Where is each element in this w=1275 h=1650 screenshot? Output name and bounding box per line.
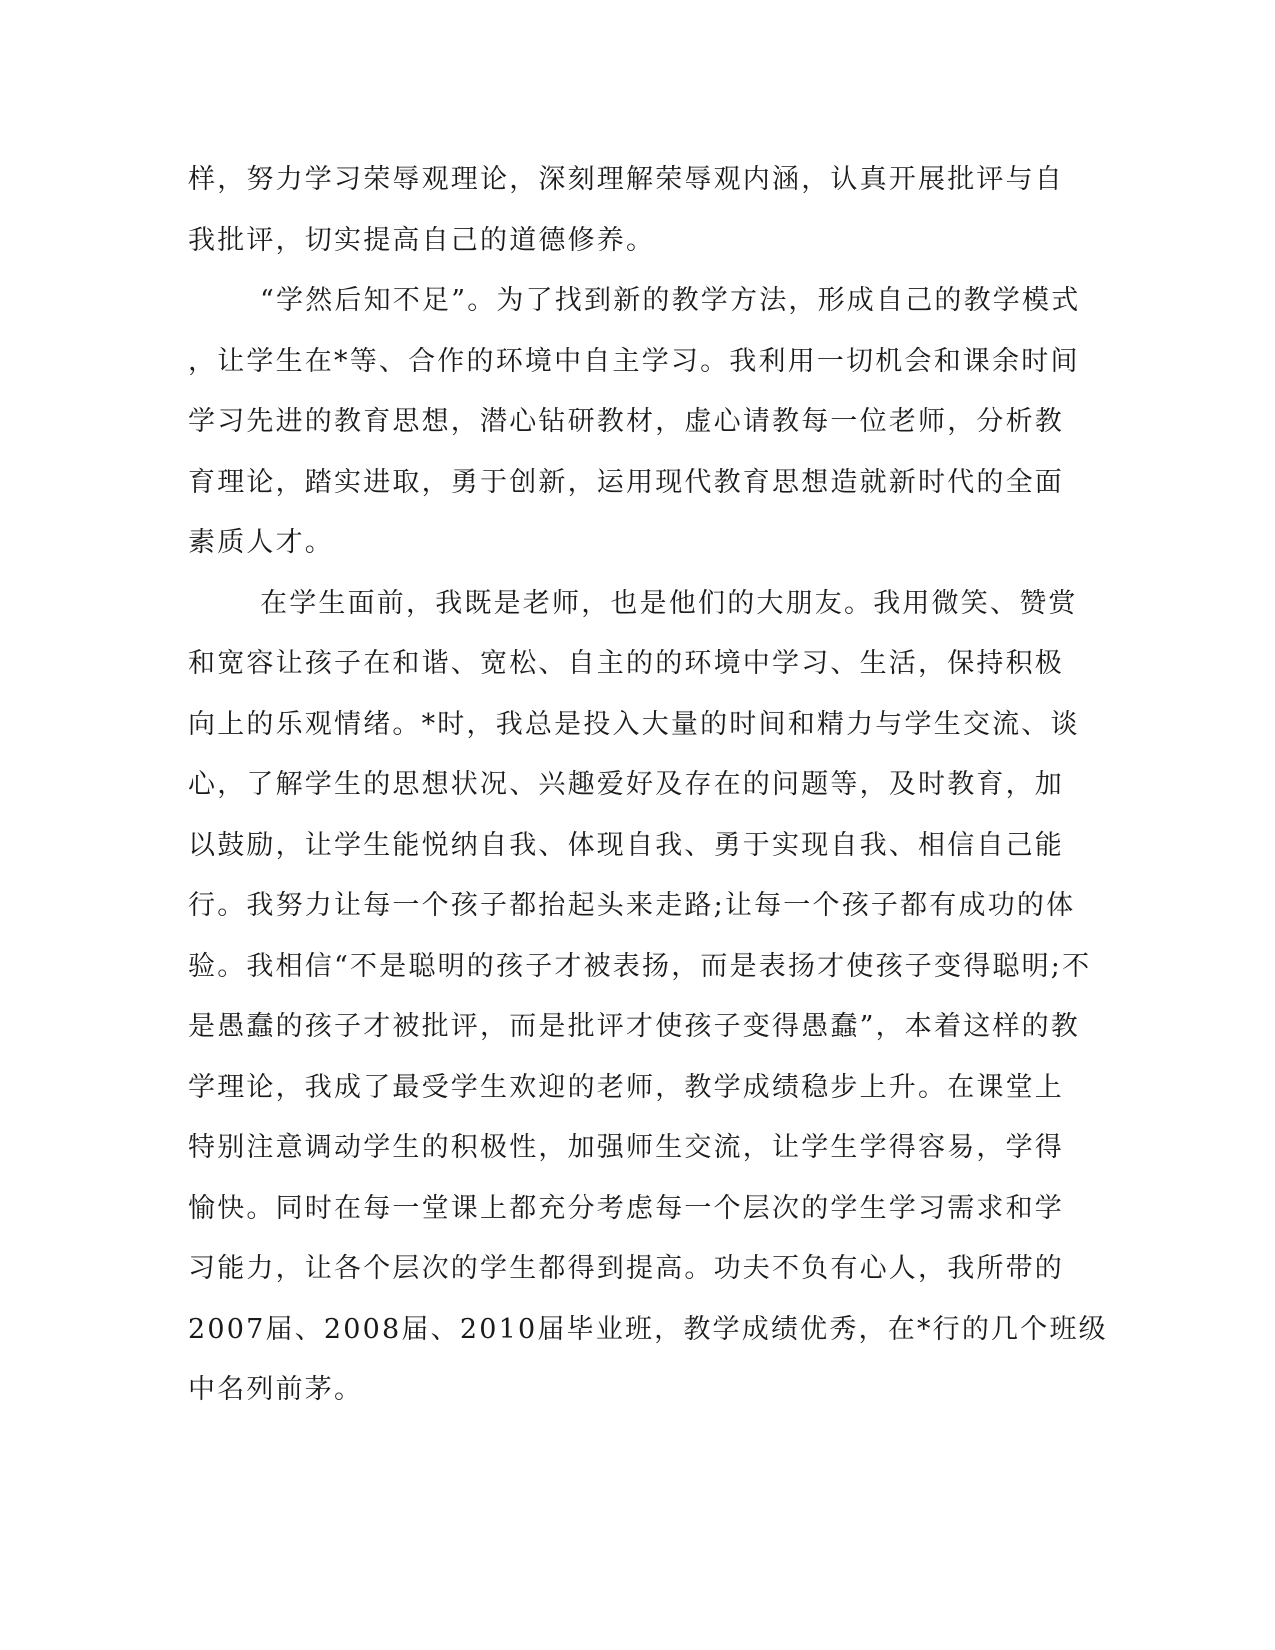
text-line: 特别注意调动学生的积极性，加强师生交流，让学生学得容易，学得	[188, 1132, 1064, 1163]
text-line: 学习先进的教育思想，潜心钻研教材，虚心请教每一位老师，分析教	[188, 406, 1064, 437]
text-line: 是愚蠢的孩子才被批评，而是批评才使孩子变得愚蠢”，本着这样的教	[188, 1011, 1081, 1042]
text-line: 中名列前茅。	[188, 1374, 364, 1405]
text-line: 行。我努力让每一个孩子都抬起头来走路;让每一个孩子都有成功的体	[188, 890, 1076, 921]
paragraph-start-line: “学然后知不足”。为了找到新的教学方法，形成自己的教学模式	[260, 285, 1081, 316]
text-line: 素质人才。	[188, 527, 334, 558]
body-text	[188, 150, 1108, 1421]
text-line: ，让学生在*等、合作的环境中自主学习。我利用一切机会和课余时间	[188, 345, 1080, 377]
text-line: 愉快。同时在每一堂课上都充分考虑每一个层次的学生学习需求和学	[188, 1192, 1064, 1224]
text-line: 我批评，切实提高自己的道德修养。	[188, 224, 656, 256]
paragraph-start-line: 在学生面前，我既是老师，也是他们的大朋友。我用微笑、赞赏	[260, 587, 1078, 619]
text-line: 向上的乐观情绪。*时，我总是投入大量的时间和精力与学生交流、谈	[188, 708, 1080, 740]
text-line: 和宽容让孩子在和谐、宽松、自主的的环境中学习、生活，保持积极	[188, 648, 1064, 679]
text-line: 样，努力学习荣辱观理论，深刻理解荣辱观内涵，认真开展批评与自	[188, 164, 1064, 195]
text-line: 育理论，踏实进取，勇于创新，运用现代教育思想造就新时代的全面	[188, 466, 1064, 498]
text-line: 以鼓励，让学生能悦纳自我、体现自我、勇于实现自我、相信自己能	[188, 829, 1064, 861]
text-line: 验。我相信“不是聪明的孩子才被表扬，而是表扬才使孩子变得聪明;不	[188, 950, 1092, 982]
text-line: 习能力，让各个层次的学生都得到提高。功夫不负有心人，我所带的	[188, 1253, 1064, 1284]
text-line: 心，了解学生的思想状况、兴趣爱好及存在的问题等，及时教育，加	[188, 769, 1064, 800]
text-line: 2007届、2008届、2010届毕业班，教学成绩优秀，在*行的几个班级	[188, 1313, 1108, 1345]
text-line: 学理论，我成了最受学生欢迎的老师，教学成绩稳步上升。在课堂上	[188, 1071, 1064, 1103]
